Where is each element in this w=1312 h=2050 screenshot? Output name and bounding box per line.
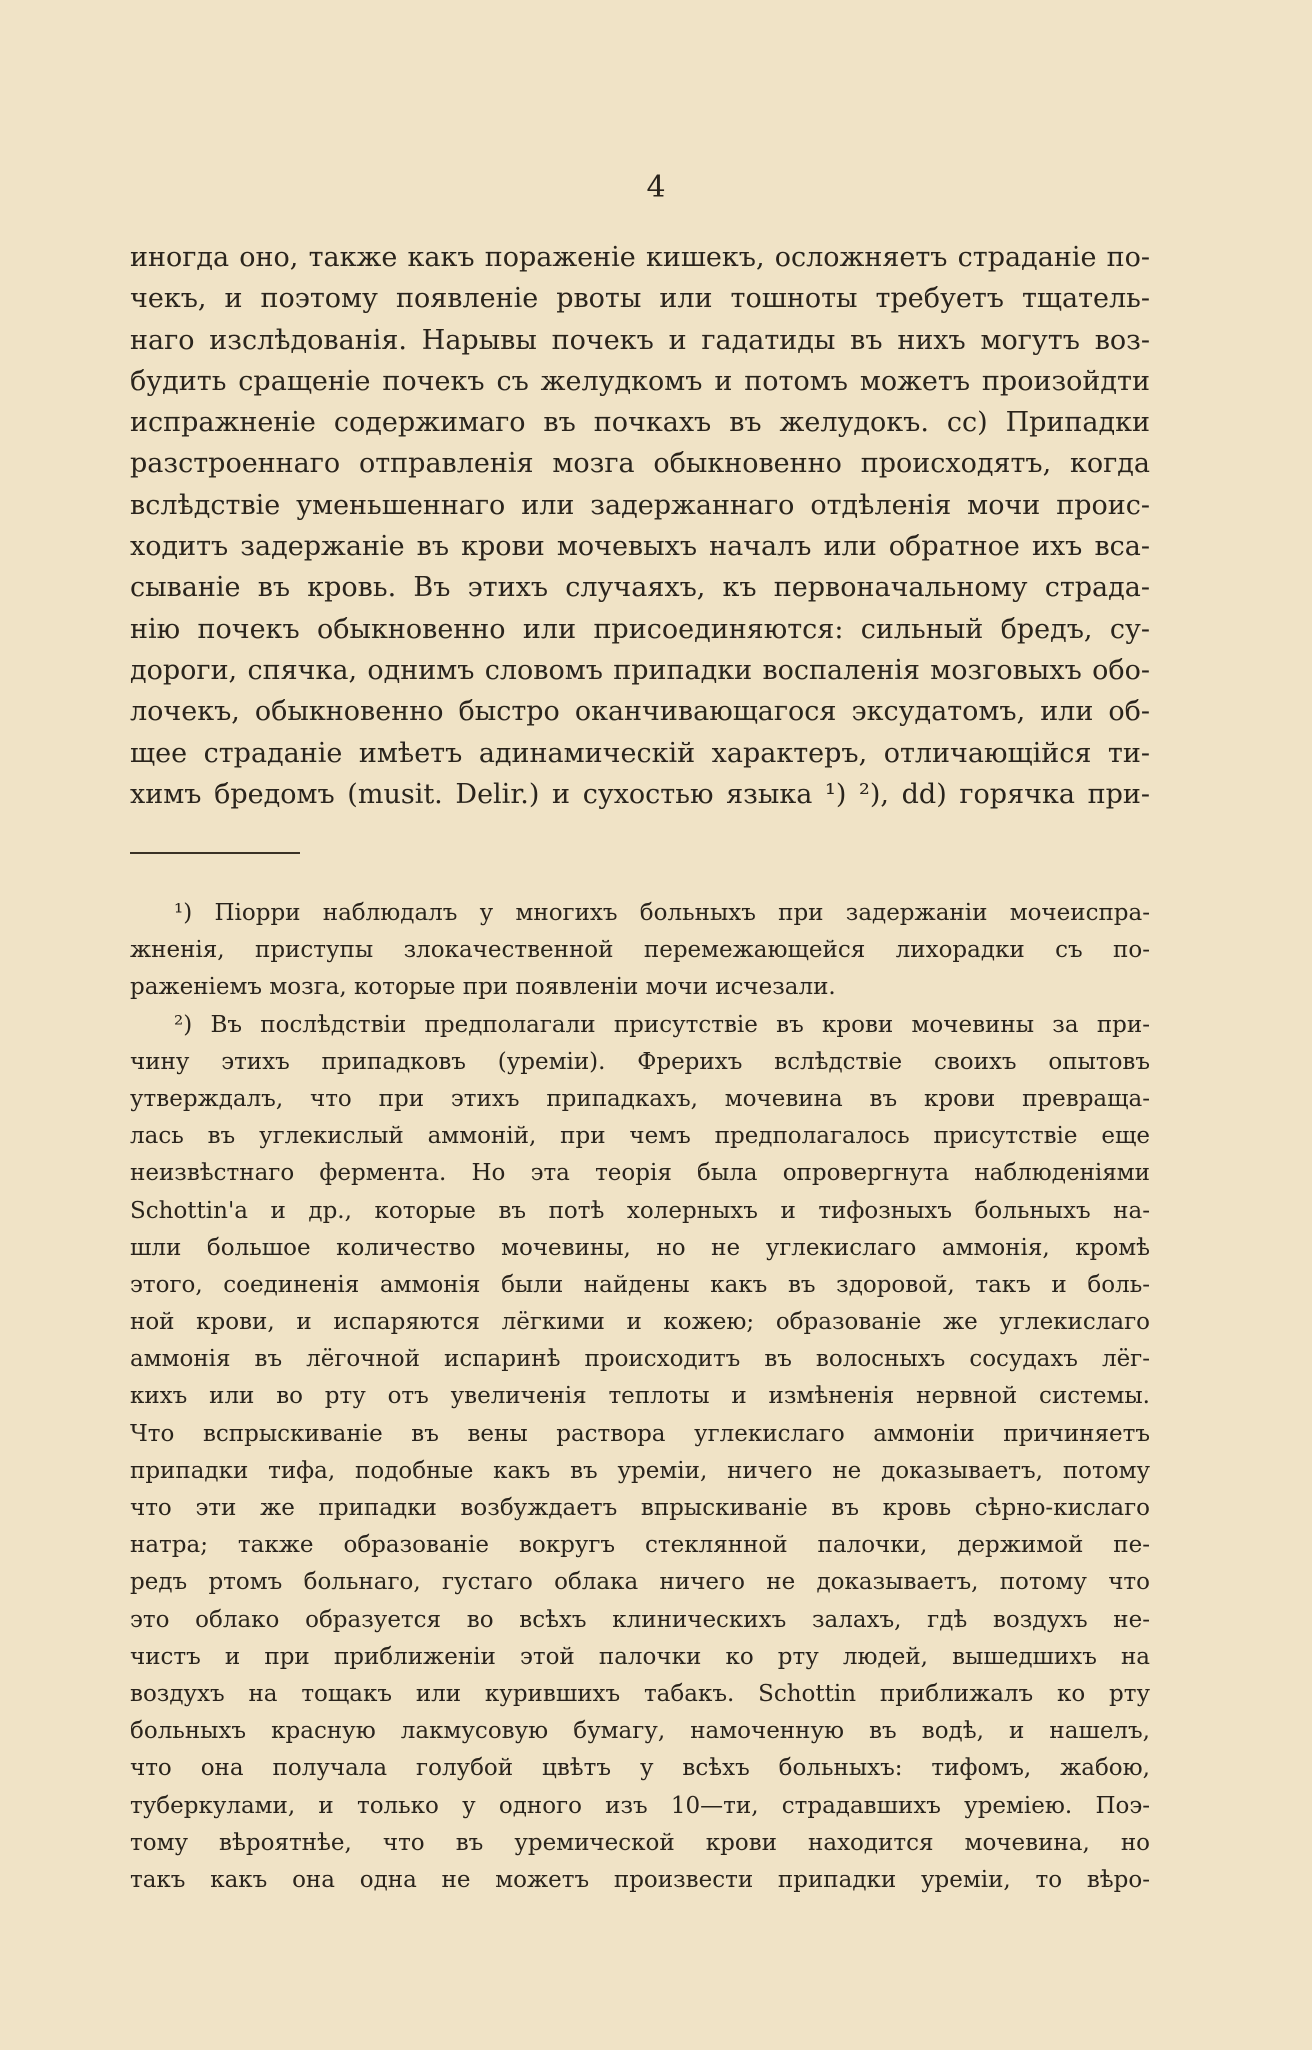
footnote-line: тому вѣроятнѣе, что въ уремической крови находится мочевина, но	[130, 1829, 1150, 1856]
footnote-line: ной крови, и испаряются лёгкими и кожею; образованіе же углекислаго	[130, 1309, 1150, 1336]
text-line: наго изслѣдованія. Нарывы почекъ и гадатиды въ нихъ могутъ воз-	[130, 324, 1150, 356]
footnote-1	[130, 895, 1150, 1007]
footnote-separator	[130, 852, 300, 854]
text-line: испражненіе содержимаго въ почкахъ въ желудокъ. cc) Припадки	[130, 407, 1150, 439]
text-line: ходитъ задержаніе въ крови мочевыхъ началъ или обратное ихъ вса-	[130, 531, 1150, 563]
footnote-line: кихъ или во рту отъ увеличенія теплоты и измѣненія нервной системы.	[130, 1383, 1150, 1410]
page-number: 4	[646, 170, 666, 205]
footnote-line: Что вспрыскиваніе въ вены раствора углекислаго аммоніи причиняетъ	[130, 1420, 1150, 1447]
main-text	[130, 237, 1150, 815]
footnote-line: жненія, приступы злокачественной перемежающейся лихорадки съ по-	[130, 937, 1150, 964]
text-line: сываніе въ кровь. Въ этихъ случаяхъ, къ первоначальному страда-	[130, 572, 1150, 604]
text-line: иногда оно, также какъ пораженіе кишекъ, осложняетъ страданіе по-	[130, 242, 1150, 273]
footnote-line: больныхъ красную лакмусовую бумагу, намоченную въ водѣ, и нашелъ,	[130, 1718, 1150, 1745]
text-line: дороги, спячка, однимъ словомъ припадки воспаленія мозговыхъ обо-	[130, 654, 1150, 686]
footnote-line: неизвѣстнаго фермента. Но эта теорія была опровергнута наблюденіями	[130, 1160, 1150, 1187]
footnotes	[130, 895, 1150, 1899]
footnote-line: Schottin'a и др., которые въ потѣ холерныхъ и тифозныхъ больныхъ на-	[130, 1197, 1150, 1224]
footnote-line: раженіемъ мозга, которые при появленіи мочи исчезали.	[130, 974, 836, 1001]
footnote-line: что она получала голубой цвѣтъ у всѣхъ больныхъ: тифомъ, жабою,	[130, 1755, 1150, 1782]
footnote-line: шли большое количество мочевины, но не углекислаго аммонія, кромѣ	[130, 1234, 1150, 1261]
footnote-line: этого, соединенія аммонія были найдены какъ въ здоровой, такъ и боль-	[130, 1271, 1150, 1298]
footnote-line: ¹) Піорри наблюдалъ у многихъ больныхъ при задержаніи мочеиспра-	[174, 900, 1150, 926]
text-line: разстроеннаго отправленія мозга обыкновенно происходятъ, когда	[130, 448, 1150, 480]
text-line: щее страданіе имѣетъ адинамическій характеръ, отличающійся ти-	[130, 737, 1150, 769]
footnote-line: туберкулами, и только у одного изъ 10—ти, страдавшихъ уреміею. Поэ-	[130, 1792, 1150, 1819]
footnote-line: припадки тифа, подобные какъ въ уреміи, ничего не доказываетъ, потому	[130, 1457, 1150, 1484]
text-line: лочекъ, обыкновенно быстро оканчивающагося эксудатомъ, или об-	[130, 696, 1150, 728]
footnote-line: лась въ углекислый аммоній, при чемъ предполагалось присутствіе еще	[130, 1123, 1150, 1150]
footnote-line: редъ ртомъ больнаго, густаго облака ничего не доказываетъ, потому что	[130, 1569, 1150, 1596]
text-line: химъ бредомъ (musit. Delir.) и сухостью языка ¹) ²), dd) горячка при-	[130, 778, 1150, 810]
footnote-line: утверждалъ, что при этихъ припадкахъ, мочевина въ крови превраща-	[130, 1085, 1150, 1112]
footnote-line: чистъ и при приближеніи этой палочки ко рту людей, вышедшихъ на	[130, 1643, 1150, 1670]
text-line: чекъ, и поэтому появленіе рвоты или тошноты требуетъ тщатель-	[130, 283, 1150, 315]
footnote-line: такъ какъ она одна не можетъ произвести припадки уреміи, то вѣро-	[130, 1866, 1150, 1893]
footnote-line: что эти же припадки возбуждаетъ впрыскиваніе въ кровь сѣрно-кислаго	[130, 1495, 1150, 1521]
footnote-2	[130, 1007, 1150, 1900]
footnote-line: натра; также образованіе вокругъ стеклянной палочки, держимой пе-	[130, 1532, 1150, 1559]
text-line: вслѣдствіе уменьшеннаго или задержаннаго отдѣленія мочи проис-	[130, 489, 1150, 521]
footnote-line: воздухъ на тощакъ или курившихъ табакъ. Schottin приближалъ ко рту	[130, 1680, 1150, 1707]
text-line: будить сращеніе почекъ съ желудкомъ и потомъ можетъ произойдти	[130, 365, 1150, 397]
footnote-line: ²) Въ послѣдствіи предполагали присутствіе въ крови мочевины за при-	[174, 1011, 1150, 1038]
footnote-line: чину этихъ припадковъ (уреміи). Фрерихъ вслѣдствіе своихъ опытовъ	[130, 1048, 1150, 1075]
footnote-line: это облако образуется во всѣхъ клиническихъ залахъ, гдѣ воздухъ не-	[130, 1606, 1150, 1633]
footnote-line: аммонія въ лёгочной испаринѣ происходитъ въ волосныхъ сосудахъ лёг-	[130, 1346, 1150, 1373]
text-line: нію почекъ обыкновенно или присоединяются: сильный бредъ, су-	[130, 613, 1150, 645]
